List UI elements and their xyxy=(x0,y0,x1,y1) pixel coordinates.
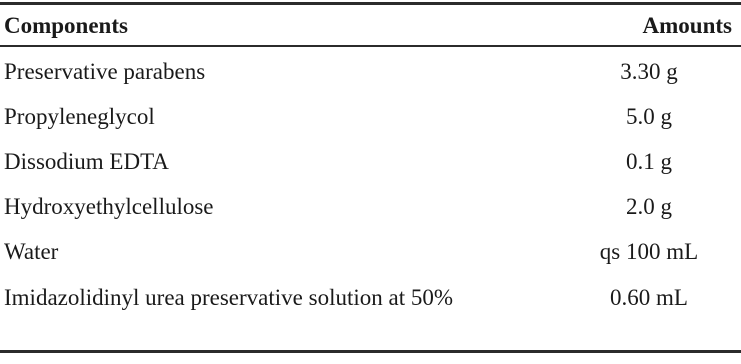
table-header-rule xyxy=(0,45,741,47)
table-row xyxy=(0,184,741,229)
component-cell: Dissodium EDTA xyxy=(4,149,169,174)
header-amounts: Amounts xyxy=(642,13,732,38)
table-row xyxy=(0,139,741,184)
component-cell: Water xyxy=(4,239,59,264)
component-cell: Hydroxyethylcellulose xyxy=(4,194,214,219)
component-cell: Imidazolidinyl urea preservative solution at 50% xyxy=(4,285,454,310)
table-row xyxy=(0,49,741,94)
component-cell: Propyleneglycol xyxy=(4,104,155,129)
table-bottom-rule xyxy=(0,350,741,353)
table-top-rule xyxy=(0,2,741,5)
table-body xyxy=(0,49,741,364)
amount-cell: 0.60 mL xyxy=(610,285,688,310)
table-header-row xyxy=(0,8,741,44)
table-row xyxy=(0,94,741,139)
amount-cell: qs 100 mL xyxy=(599,239,699,264)
amount-cell: 3.30 g xyxy=(620,59,678,84)
amount-cell: 5.0 g xyxy=(626,104,672,129)
component-cell: Preservative parabens xyxy=(4,59,206,84)
amount-cell: 2.0 g xyxy=(626,194,672,219)
amount-cell: 0.1 g xyxy=(626,149,672,174)
table-row xyxy=(0,229,741,274)
header-components: Components xyxy=(4,13,128,38)
